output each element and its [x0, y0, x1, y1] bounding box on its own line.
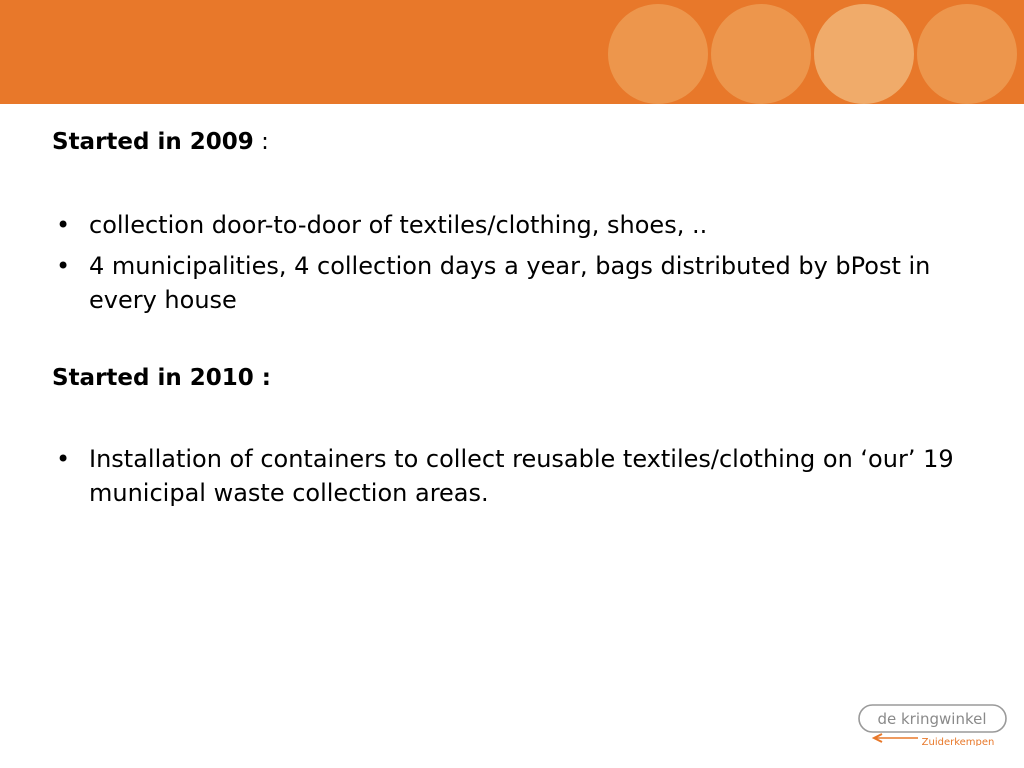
slide-content	[52, 124, 982, 517]
bullet-text: 4 municipalities, 4 collection days a year, bags distributed by bPost in every house	[89, 252, 931, 314]
bullet-item	[52, 249, 982, 317]
svg-text:Zuiderkempen: Zuiderkempen	[921, 737, 995, 746]
bullet-item	[52, 208, 982, 242]
bullet-icon: •	[56, 211, 71, 239]
kringwinkel-logo	[858, 704, 1008, 746]
heading-text: Started in 2009	[52, 129, 254, 155]
heading-colon: :	[253, 129, 269, 155]
bullet-text: Installation of containers to collect reusable textiles/clothing on ‘our’ 19 municipal waste collection areas.	[89, 445, 954, 507]
decorative-circle	[917, 4, 1017, 104]
bullet-list-2010	[52, 442, 982, 510]
bullet-item	[52, 442, 982, 510]
bullet-icon: •	[56, 252, 71, 280]
decorative-circle	[711, 4, 811, 104]
decorative-circle	[814, 4, 914, 104]
header-band	[0, 0, 1024, 104]
bullet-list-2009	[52, 208, 982, 317]
decorative-circle	[608, 4, 708, 104]
section-heading-2010	[52, 360, 982, 396]
section-heading-2009	[52, 124, 982, 160]
heading-text: Started in 2010 :	[52, 365, 271, 391]
bullet-icon: •	[56, 445, 71, 473]
bullet-text: collection door-to-door of textiles/clothing, shoes, ..	[89, 211, 708, 239]
svg-text:de kringwinkel: de kringwinkel	[877, 710, 987, 728]
